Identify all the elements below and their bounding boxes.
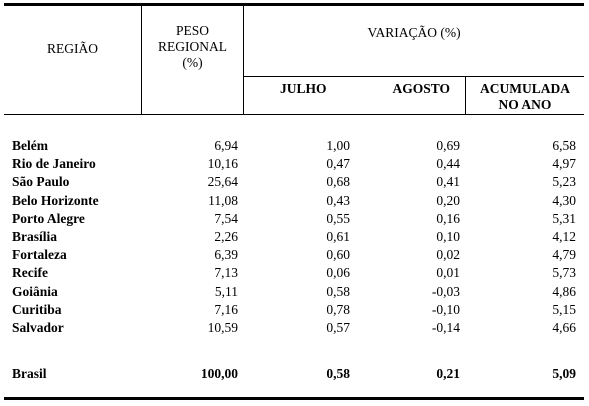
cell-julho: 0,47: [326, 156, 350, 171]
cell-regiao: São Paulo: [12, 174, 70, 189]
cell-regiao: Belém: [12, 138, 48, 153]
table-row: [4, 228, 584, 246]
header-acumulada-line2: NO ANO: [498, 97, 552, 112]
table-top-rule: [4, 3, 584, 6]
cell-peso: 6,94: [214, 138, 238, 153]
header-agosto: AGOSTO: [392, 81, 450, 96]
header-variacao: VARIAÇÃO (%): [367, 25, 461, 40]
cell-acumulada: 5,31: [552, 211, 576, 226]
header-peso-line1: PESO: [175, 23, 209, 38]
header-bottom-rule: [4, 114, 584, 115]
table-row: [4, 319, 584, 337]
subheader-rule: [243, 76, 584, 77]
cell-acumulada: 5,09: [552, 366, 576, 381]
table-row: [4, 173, 584, 191]
cell-peso: 100,00: [200, 366, 238, 381]
cell-julho: 0,57: [326, 320, 350, 335]
cell-acumulada: 5,23: [552, 174, 576, 189]
table-row: [4, 264, 584, 282]
cell-agosto: -0,14: [431, 320, 460, 335]
cell-acumulada: 6,58: [552, 138, 576, 153]
cell-julho: 0,43: [326, 193, 350, 208]
header-julho: JULHO: [280, 81, 327, 96]
cell-peso: 7,13: [214, 265, 238, 280]
cell-acumulada: 4,86: [552, 284, 576, 299]
table-row: [4, 246, 584, 264]
cell-peso: 6,39: [214, 247, 238, 262]
cell-peso: 5,11: [214, 284, 238, 299]
cell-regiao: Brasília: [12, 229, 58, 244]
cell-peso: 11,08: [208, 193, 238, 208]
cell-julho: 0,55: [326, 211, 350, 226]
cell-peso: 7,16: [214, 302, 238, 317]
cell-agosto: -0,03: [431, 284, 460, 299]
cell-julho: 0,06: [326, 265, 350, 280]
cell-regiao: Belo Horizonte: [12, 193, 99, 208]
cell-agosto: 0,10: [436, 229, 460, 244]
cell-julho: 0,58: [326, 366, 350, 381]
cell-julho: 0,58: [326, 284, 350, 299]
header-acumulada: [466, 81, 584, 113]
cell-acumulada: 5,15: [552, 302, 576, 317]
cell-julho: 0,61: [326, 229, 350, 244]
cell-agosto: 0,20: [436, 193, 460, 208]
header-peso-line2: REGIONAL: [158, 39, 227, 54]
cell-peso: 7,54: [214, 211, 238, 226]
cell-acumulada: 4,79: [552, 247, 576, 262]
cell-agosto: 0,02: [436, 247, 460, 262]
cell-regiao: Curitiba: [12, 302, 62, 317]
cell-regiao: Goiânia: [12, 284, 58, 299]
cell-regiao: Recife: [12, 265, 48, 280]
inflation-table: [4, 3, 584, 401]
cell-agosto: 0,21: [436, 366, 460, 381]
cell-acumulada: 4,30: [552, 193, 576, 208]
cell-agosto: 0,44: [436, 156, 460, 171]
cell-regiao: Fortaleza: [12, 247, 67, 262]
header-acumulada-line1: ACUMULADA: [480, 81, 570, 96]
cell-peso: 10,16: [207, 156, 238, 171]
header-regiao: REGIÃO: [47, 41, 98, 56]
cell-acumulada: 5,73: [552, 265, 576, 280]
header-peso-regional: [142, 23, 243, 71]
cell-agosto: -0,10: [431, 302, 460, 317]
table-bottom-rule: [4, 397, 584, 400]
table-row: [4, 210, 584, 228]
cell-julho: 0,78: [326, 302, 350, 317]
cell-regiao: Brasil: [12, 366, 47, 381]
cell-regiao: Porto Alegre: [12, 211, 85, 226]
cell-agosto: 0,41: [436, 174, 460, 189]
cell-peso: 25,64: [207, 174, 238, 189]
cell-acumulada: 4,97: [552, 156, 576, 171]
cell-peso: 10,59: [207, 320, 238, 335]
header-peso-line3: (%): [182, 55, 203, 70]
cell-acumulada: 4,12: [552, 229, 576, 244]
cell-peso: 2,26: [214, 229, 238, 244]
cell-julho: 1,00: [326, 138, 350, 153]
cell-regiao: Rio de Janeiro: [12, 156, 96, 171]
table-row: [4, 137, 584, 155]
cell-julho: 0,60: [326, 247, 350, 262]
cell-acumulada: 4,66: [552, 320, 576, 335]
table-row: [4, 301, 584, 319]
table-row: [4, 192, 584, 210]
total-row: [4, 365, 584, 383]
table-row: [4, 155, 584, 173]
cell-agosto: 0,16: [436, 211, 460, 226]
cell-regiao: Salvador: [12, 320, 64, 335]
cell-julho: 0,68: [326, 174, 350, 189]
column-divider: [243, 6, 244, 115]
cell-agosto: 0,69: [436, 138, 460, 153]
cell-agosto: 0,01: [436, 265, 460, 280]
table-row: [4, 283, 584, 301]
